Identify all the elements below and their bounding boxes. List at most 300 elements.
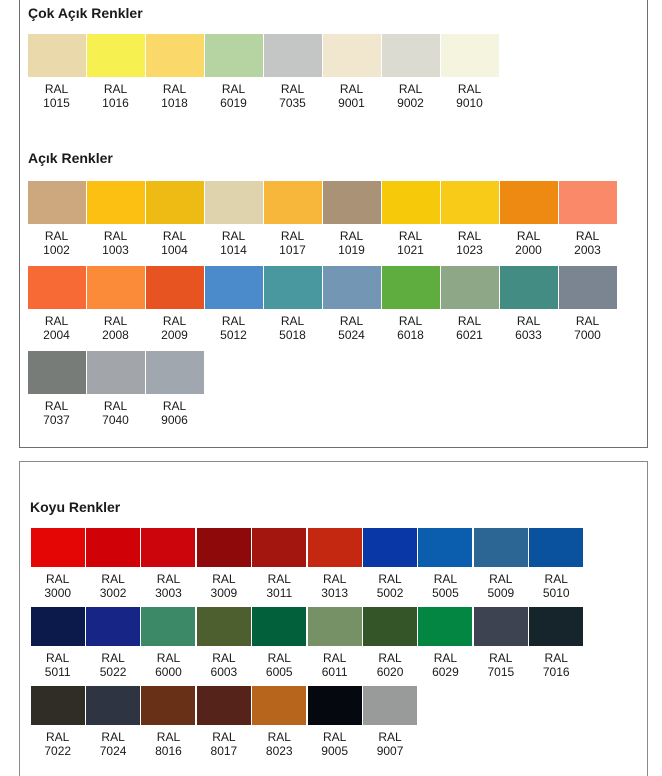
ral-number: 6020: [376, 665, 404, 679]
color-card: [322, 266, 381, 342]
ral-number: 7040: [102, 413, 129, 427]
color-swatch: [31, 686, 85, 725]
ral-prefix: RAL: [46, 651, 70, 665]
ral-number: 9006: [161, 413, 188, 427]
color-swatch: [382, 34, 440, 77]
ral-code-label: [211, 651, 238, 679]
ral-prefix: RAL: [457, 229, 482, 243]
color-swatch: [382, 181, 440, 224]
color-swatch: [205, 266, 263, 309]
ral-number: 7022: [44, 744, 72, 758]
ral-code-label: [102, 82, 129, 110]
ral-prefix: RAL: [156, 651, 181, 665]
ral-prefix: RAL: [280, 229, 305, 243]
ral-prefix: RAL: [103, 82, 128, 96]
color-swatch: [363, 528, 417, 567]
color-card: [440, 34, 499, 110]
ral-number: 1018: [161, 96, 188, 110]
color-swatch: [500, 266, 558, 309]
ral-prefix: RAL: [162, 229, 187, 243]
ral-code-label: [220, 82, 247, 110]
ral-prefix: RAL: [489, 651, 513, 665]
ral-code-label: [266, 651, 293, 679]
ral-number: 7015: [487, 665, 515, 679]
color-swatch: [252, 607, 306, 646]
ral-code-label: [44, 572, 71, 600]
ral-number: 3013: [321, 586, 348, 600]
color-swatch: [205, 34, 263, 77]
color-swatch: [28, 181, 86, 224]
color-card: [196, 528, 251, 600]
ral-number: 3002: [99, 586, 127, 600]
ral-prefix: RAL: [212, 651, 236, 665]
color-swatch: [323, 266, 381, 309]
ral-number: 8016: [155, 744, 182, 758]
ral-code-label: [279, 229, 306, 257]
ral-prefix: RAL: [156, 730, 181, 744]
color-swatch: [308, 528, 362, 567]
color-swatch: [474, 528, 528, 567]
ral-prefix: RAL: [378, 572, 402, 586]
color-swatch: [141, 686, 195, 725]
ral-code-label: [161, 229, 188, 257]
ral-number: 2004: [43, 328, 70, 342]
ral-number: 1016: [102, 96, 129, 110]
color-swatch: [308, 686, 362, 725]
ral-number: 3000: [44, 586, 72, 600]
ral-code-label: [543, 651, 570, 679]
color-card: [252, 607, 307, 679]
ral-prefix: RAL: [46, 572, 70, 586]
ral-prefix: RAL: [101, 730, 125, 744]
color-card: [307, 686, 362, 758]
ral-number: 1023: [456, 243, 483, 257]
ral-prefix: RAL: [378, 651, 402, 665]
ral-number: 7016: [542, 665, 570, 679]
ral-number: 5002: [376, 586, 404, 600]
ral-number: 5024: [338, 328, 365, 342]
ral-number: 5018: [279, 328, 306, 342]
ral-number: 9007: [376, 744, 404, 758]
color-swatch: [441, 34, 499, 77]
color-swatch: [264, 34, 322, 77]
ral-number: 7035: [279, 96, 306, 110]
color-card: [381, 181, 440, 257]
color-swatch: [28, 34, 86, 77]
ral-code-label: [161, 399, 188, 427]
color-swatch: [418, 607, 472, 646]
ral-code-label: [45, 651, 71, 679]
color-card: [558, 181, 617, 257]
ral-prefix: RAL: [267, 651, 291, 665]
ral-number: 1015: [43, 96, 70, 110]
ral-code-label: [266, 572, 292, 600]
swatch-row: [27, 266, 617, 342]
ral-code-label: [338, 229, 365, 257]
ral-prefix: RAL: [544, 651, 568, 665]
ral-prefix: RAL: [212, 730, 236, 744]
color-card: [145, 351, 204, 427]
ral-number: 5009: [487, 586, 515, 600]
color-swatch: [500, 181, 558, 224]
ral-code-label: [515, 314, 542, 342]
ral-prefix: RAL: [221, 314, 246, 328]
ral-code-label: [487, 572, 514, 600]
ral-number: 8023: [265, 744, 293, 758]
ral-number: 7037: [43, 413, 70, 427]
color-swatch: [418, 528, 472, 567]
color-card: [418, 528, 473, 600]
color-card: [473, 528, 528, 600]
ral-prefix: RAL: [280, 82, 305, 96]
color-swatch: [529, 528, 583, 567]
color-swatch: [205, 181, 263, 224]
color-swatch: [146, 181, 204, 224]
ral-code-label: [161, 314, 188, 342]
ral-number: 1002: [43, 243, 70, 257]
color-swatch: [146, 351, 204, 394]
color-card: [362, 528, 417, 600]
color-card: [27, 181, 86, 257]
ral-number: 9010: [456, 96, 483, 110]
ral-code-label: [338, 314, 365, 342]
ral-code-label: [456, 82, 483, 110]
color-card: [204, 266, 263, 342]
ral-prefix: RAL: [322, 730, 347, 744]
ral-prefix: RAL: [44, 82, 69, 96]
color-swatch: [87, 351, 145, 394]
color-card: [85, 528, 140, 600]
ral-code-label: [100, 730, 127, 758]
ral-code-label: [432, 651, 459, 679]
color-card: [307, 528, 362, 600]
color-card: [499, 181, 558, 257]
ral-prefix: RAL: [267, 572, 291, 586]
ral-number: 2009: [161, 328, 188, 342]
color-swatch: [146, 266, 204, 309]
ral-code-label: [44, 730, 71, 758]
color-card: [145, 34, 204, 110]
ral-number: 1019: [338, 243, 365, 257]
ral-prefix: RAL: [162, 399, 187, 413]
ral-number: 3003: [155, 586, 182, 600]
ral-prefix: RAL: [322, 651, 347, 665]
color-card: [30, 686, 85, 758]
ral-prefix: RAL: [339, 82, 364, 96]
ral-prefix: RAL: [103, 229, 128, 243]
color-swatch: [197, 607, 251, 646]
ral-code-label: [155, 651, 182, 679]
ral-number: 6018: [397, 328, 424, 342]
ral-number: 5011: [44, 665, 71, 679]
ral-prefix: RAL: [516, 314, 541, 328]
color-swatch: [86, 686, 140, 725]
section-title-dark: Koyu Renkler: [30, 499, 121, 515]
color-swatch: [252, 528, 306, 567]
color-card: [85, 607, 140, 679]
color-swatch: [559, 266, 617, 309]
color-swatch: [441, 266, 499, 309]
ral-code-label: [43, 314, 70, 342]
color-card: [86, 181, 145, 257]
color-card: [381, 34, 440, 110]
ral-number: 6033: [515, 328, 542, 342]
color-swatch: [141, 607, 195, 646]
ral-number: 5012: [220, 328, 247, 342]
ral-number: 1004: [161, 243, 188, 257]
ral-code-label: [43, 82, 70, 110]
ral-code-label: [100, 572, 127, 600]
swatch-row: [30, 528, 584, 600]
color-card: [440, 181, 499, 257]
color-swatch: [474, 607, 528, 646]
color-card: [499, 266, 558, 342]
color-swatch: [441, 181, 499, 224]
ral-code-label: [377, 730, 404, 758]
ral-number: 1021: [397, 243, 424, 257]
ral-number: 6003: [210, 665, 238, 679]
ral-prefix: RAL: [457, 314, 482, 328]
color-swatch: [197, 686, 251, 725]
ral-code-label: [220, 229, 247, 257]
ral-prefix: RAL: [221, 229, 246, 243]
ral-number: 5010: [542, 586, 570, 600]
ral-prefix: RAL: [398, 229, 423, 243]
swatch-row: [27, 351, 204, 427]
color-swatch: [363, 607, 417, 646]
ral-prefix: RAL: [322, 572, 347, 586]
ral-prefix: RAL: [46, 730, 70, 744]
color-card: [529, 528, 584, 600]
dark-colors-panel: [19, 461, 648, 776]
color-card: [196, 607, 251, 679]
color-card: [27, 34, 86, 110]
ral-prefix: RAL: [44, 229, 69, 243]
ral-number: 1014: [220, 243, 247, 257]
ral-prefix: RAL: [44, 399, 69, 413]
ral-number: 9002: [397, 96, 424, 110]
ral-prefix: RAL: [378, 730, 402, 744]
ral-number: 1003: [102, 243, 129, 257]
ral-prefix: RAL: [156, 572, 181, 586]
ral-code-label: [487, 651, 514, 679]
ral-number: 9005: [321, 744, 348, 758]
ral-prefix: RAL: [433, 651, 458, 665]
color-card: [196, 686, 251, 758]
ral-code-label: [102, 314, 129, 342]
ral-code-label: [102, 229, 129, 257]
ral-prefix: RAL: [44, 314, 69, 328]
ral-prefix: RAL: [101, 651, 125, 665]
ral-prefix: RAL: [575, 314, 600, 328]
color-swatch: [86, 607, 140, 646]
color-swatch: [31, 607, 85, 646]
ral-code-label: [321, 572, 348, 600]
ral-number: 1017: [279, 243, 306, 257]
ral-code-label: [321, 730, 348, 758]
ral-code-label: [279, 314, 306, 342]
ral-code-label: [574, 229, 601, 257]
ral-prefix: RAL: [516, 229, 541, 243]
color-swatch: [252, 686, 306, 725]
ral-code-label: [456, 229, 483, 257]
color-swatch: [86, 528, 140, 567]
color-swatch: [529, 607, 583, 646]
ral-prefix: RAL: [489, 572, 513, 586]
ral-number: 5005: [432, 586, 459, 600]
ral-number: 2003: [574, 243, 601, 257]
ral-code-label: [279, 82, 306, 110]
ral-number: 3011: [266, 586, 293, 600]
color-swatch: [382, 266, 440, 309]
ral-code-label: [102, 399, 129, 427]
ral-number: 6011: [321, 665, 348, 679]
color-swatch: [308, 607, 362, 646]
ral-prefix: RAL: [398, 314, 423, 328]
ral-number: 5022: [99, 665, 127, 679]
ral-code-label: [155, 730, 182, 758]
color-swatch: [264, 181, 322, 224]
color-swatch: [146, 34, 204, 77]
ral-code-label: [456, 314, 483, 342]
color-swatch: [197, 528, 251, 567]
color-card: [362, 686, 417, 758]
ral-prefix: RAL: [103, 399, 128, 413]
color-swatch: [28, 351, 86, 394]
color-card: [558, 266, 617, 342]
ral-number: 8017: [210, 744, 238, 758]
color-card: [418, 607, 473, 679]
swatch-row: [27, 181, 617, 257]
ral-code-label: [397, 314, 424, 342]
color-card: [322, 34, 381, 110]
ral-code-label: [377, 651, 404, 679]
ral-number: 2008: [102, 328, 129, 342]
color-card: [86, 34, 145, 110]
ral-code-label: [220, 314, 247, 342]
ral-number: 3009: [210, 586, 238, 600]
ral-code-label: [377, 572, 404, 600]
color-card: [381, 266, 440, 342]
ral-number: 7000: [574, 328, 601, 342]
ral-code-label: [574, 314, 601, 342]
color-card: [27, 351, 86, 427]
color-card: [27, 266, 86, 342]
color-swatch: [559, 181, 617, 224]
ral-code-label: [515, 229, 542, 257]
ral-prefix: RAL: [101, 572, 125, 586]
ral-code-label: [322, 651, 348, 679]
ral-prefix: RAL: [433, 572, 458, 586]
ral-number: 9001: [338, 96, 365, 110]
ral-number: 6019: [220, 96, 247, 110]
ral-number: 7024: [99, 744, 127, 758]
ral-prefix: RAL: [398, 82, 423, 96]
color-card: [145, 266, 204, 342]
color-card: [252, 528, 307, 600]
color-card: [85, 686, 140, 758]
ral-prefix: RAL: [162, 82, 187, 96]
ral-code-label: [211, 572, 238, 600]
color-card: [30, 528, 85, 600]
light-colors-panel: [19, 0, 648, 448]
color-card: [86, 266, 145, 342]
color-card: [307, 607, 362, 679]
ral-prefix: RAL: [103, 314, 128, 328]
color-card: [204, 181, 263, 257]
ral-prefix: RAL: [457, 82, 482, 96]
ral-number: 6021: [456, 328, 483, 342]
color-card: [322, 181, 381, 257]
color-swatch: [28, 266, 86, 309]
ral-prefix: RAL: [339, 314, 364, 328]
ral-code-label: [397, 229, 424, 257]
ral-prefix: RAL: [221, 82, 246, 96]
color-card: [141, 686, 196, 758]
ral-prefix: RAL: [280, 314, 305, 328]
ral-code-label: [397, 82, 424, 110]
color-card: [529, 607, 584, 679]
ral-code-label: [100, 651, 127, 679]
swatch-row: [30, 607, 584, 679]
color-card: [145, 181, 204, 257]
color-card: [30, 607, 85, 679]
color-swatch: [264, 266, 322, 309]
ral-code-label: [155, 572, 182, 600]
ral-prefix: RAL: [544, 572, 568, 586]
color-swatch: [87, 34, 145, 77]
ral-prefix: RAL: [575, 229, 600, 243]
color-card: [440, 266, 499, 342]
ral-code-label: [338, 82, 365, 110]
color-swatch: [87, 266, 145, 309]
color-swatch: [141, 528, 195, 567]
ral-code-label: [266, 730, 293, 758]
ral-code-label: [43, 229, 70, 257]
color-swatch: [363, 686, 417, 725]
color-swatch: [323, 34, 381, 77]
color-card: [473, 607, 528, 679]
color-swatch: [87, 181, 145, 224]
color-card: [86, 351, 145, 427]
swatch-row: [27, 34, 499, 110]
color-card: [204, 34, 263, 110]
ral-prefix: RAL: [267, 730, 291, 744]
ral-prefix: RAL: [339, 229, 364, 243]
ral-code-label: [43, 399, 70, 427]
ral-code-label: [432, 572, 459, 600]
swatch-row: [30, 686, 418, 758]
color-card: [252, 686, 307, 758]
ral-number: 2000: [515, 243, 542, 257]
color-card: [141, 607, 196, 679]
color-swatch: [31, 528, 85, 567]
ral-code-label: [211, 730, 238, 758]
ral-number: 6005: [265, 665, 293, 679]
color-card: [362, 607, 417, 679]
ral-number: 6029: [432, 665, 459, 679]
ral-number: 6000: [155, 665, 182, 679]
color-swatch: [323, 181, 381, 224]
section-title-light: Açık Renkler: [28, 150, 113, 166]
ral-code-label: [543, 572, 570, 600]
color-card: [263, 181, 322, 257]
color-card: [141, 528, 196, 600]
color-card: [263, 34, 322, 110]
section-title-very-light: Çok Açık Renkler: [28, 5, 143, 21]
ral-code-label: [161, 82, 188, 110]
color-card: [263, 266, 322, 342]
